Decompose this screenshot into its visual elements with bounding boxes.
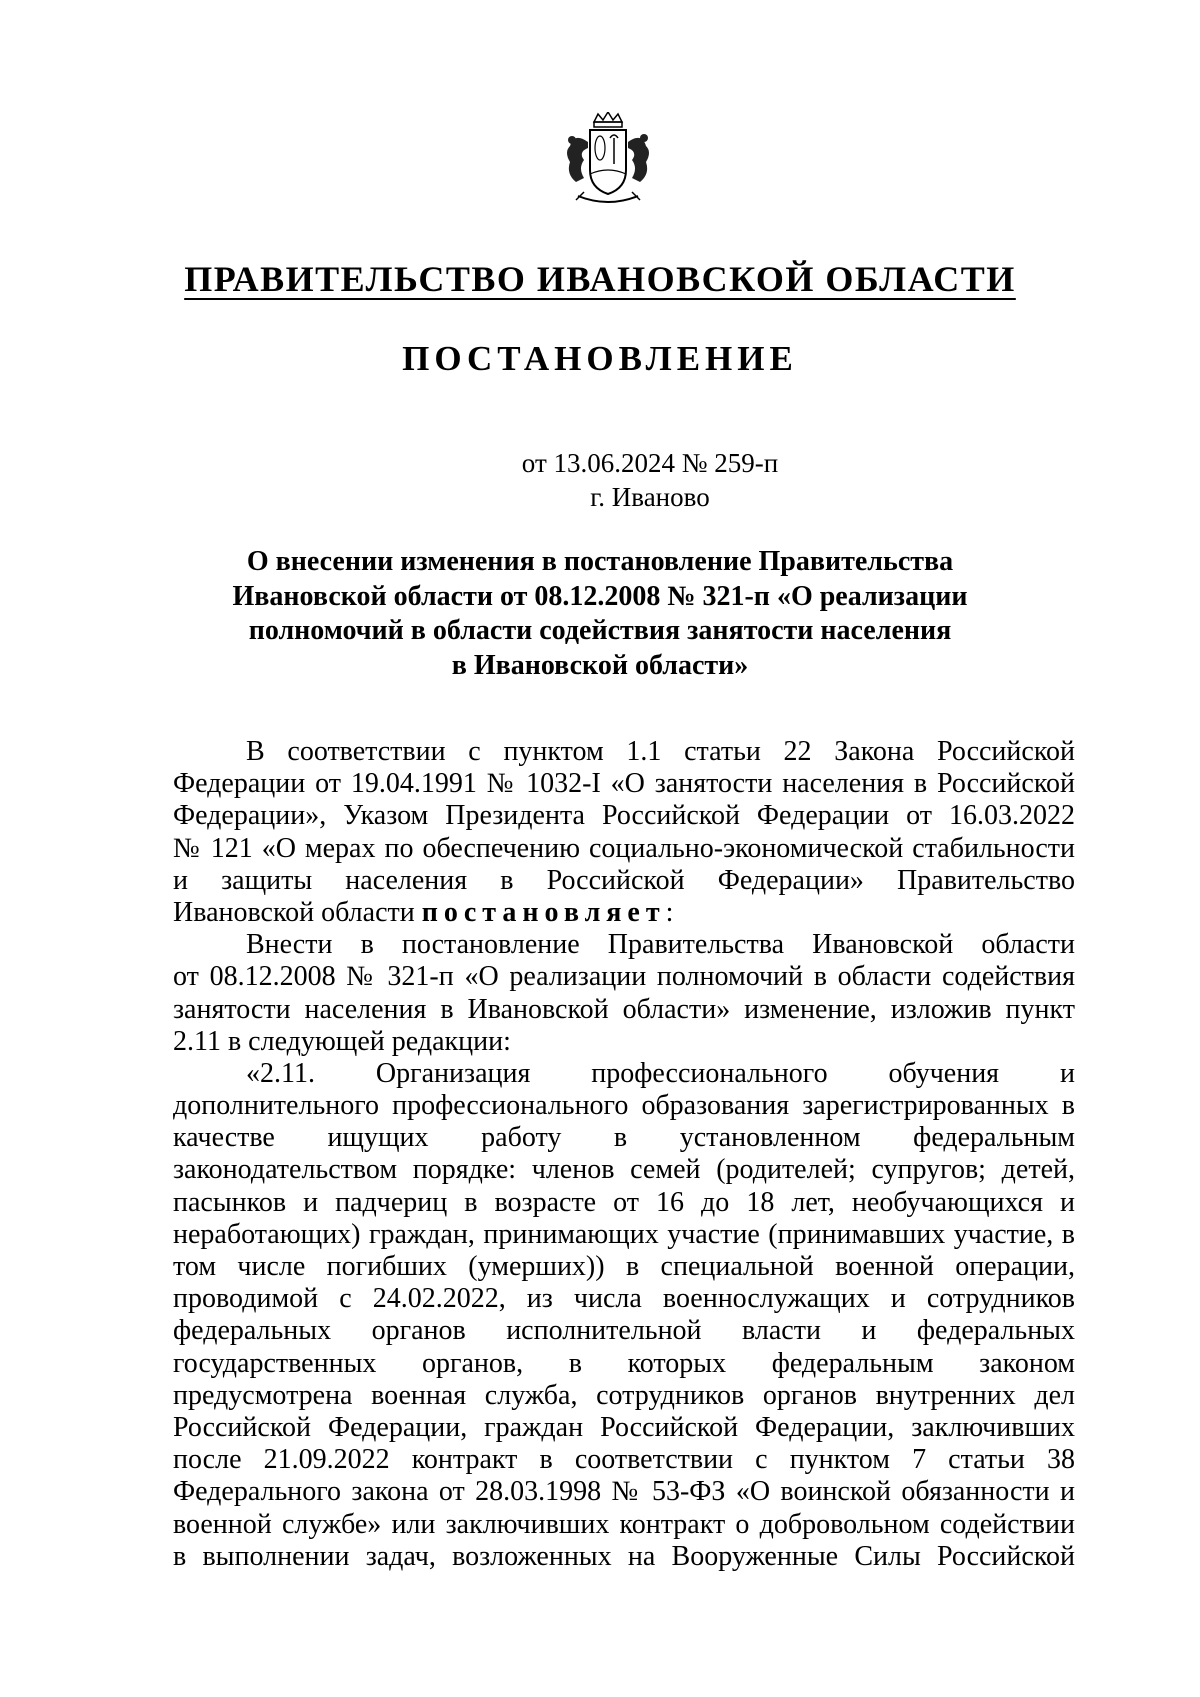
body-line: Внести в постановление Правительства Ивановской области — [246, 929, 1075, 961]
body-line: пасынков и падчериц в возрасте от 16 до 18 лет, необучающихся и — [173, 1186, 1075, 1218]
document-city: г. Иваново — [590, 482, 710, 512]
body-line: после 21.09.2022 контракт в соответствии с пунктом 7 статьи 38 — [173, 1444, 1075, 1476]
body-line: Федерального закона от 28.03.1998 № 53-ФЗ «О воинской обязанности и — [173, 1476, 1075, 1508]
body-line: том числе погибших (умерших)) в специальной военной операции, — [173, 1251, 1075, 1282]
coat-of-arms-icon — [548, 112, 668, 212]
body-line: качестве ищущих работу в установленном федеральным — [173, 1122, 1075, 1154]
organization-title: ПРАВИТЕЛЬСТВО ИВАНОВСКОЙ ОБЛАСТИ — [184, 259, 1016, 299]
body-line: федеральных органов исполнительной власти и федеральных — [173, 1315, 1075, 1347]
body-line: от 08.12.2008 № 321-п «О реализации полномочий в области содействия — [173, 961, 1075, 993]
resolution-keyword: постановляет — [421, 896, 666, 928]
body-line: проводимой с 24.02.2022, из числа военнослужащих и сотрудников — [173, 1283, 1075, 1315]
document-date-number: от 13.06.2024 № 259-п — [521, 448, 779, 478]
body-line: Федерации от 19.04.1991 № 1032-I «О занятости населения в Российской — [173, 768, 1075, 800]
document-body — [173, 736, 1075, 1573]
subject-line: Ивановской области от 08.12.2008 № 321-п «О реализации — [232, 580, 968, 612]
body-line: неработающих) граждан, принимающих участие (принимавших участие, в — [173, 1218, 1075, 1250]
body-line: 2.11 в следующей редакции: — [173, 1025, 511, 1057]
body-line: предусмотрена военная служба, сотрудников органов внутренних дел — [173, 1379, 1075, 1411]
body-line: в выполнении задач, возложенных на Вооруженные Силы Российской — [173, 1540, 1075, 1572]
body-text: : — [665, 896, 674, 928]
body-line: занятости населения в Ивановской области» изменение, изложив пункт — [173, 993, 1075, 1025]
subject-line: в Ивановской области» — [451, 649, 749, 681]
document-type: ПОСТАНОВЛЕНИЕ — [402, 339, 798, 378]
subject-line: О внесении изменения в постановление Правительства — [246, 546, 954, 577]
body-line: Российской Федерации, граждан Российской Федерации, заключивших — [173, 1411, 1075, 1443]
body-line — [173, 897, 1075, 929]
body-line: и защиты населения в Российской Федерации» Правительство — [173, 864, 1075, 896]
body-line: законодательством порядке: членов семей (родителей; супругов; детей, — [173, 1154, 1075, 1186]
body-line: № 121 «О мерах по обеспечению социально-экономической стабильности — [173, 832, 1075, 864]
body-line: государственных органов, в которых федеральным законом — [173, 1347, 1075, 1379]
body-line: военной службе» или заключивших контракт о добровольном содействии — [173, 1508, 1075, 1540]
document-subject — [0, 545, 1200, 683]
body-line: дополнительного профессионального образования зарегистрированных в — [173, 1090, 1075, 1122]
body-text: Ивановской области — [173, 896, 422, 928]
subject-line: полномочий в области содействия занятости населения — [248, 615, 952, 646]
body-line: Федерации», Указом Президента Российской Федерации от 16.03.2022 — [173, 800, 1075, 832]
body-line: «2.11. Организация профессионального обучения и — [246, 1057, 1075, 1089]
body-line: В соответствии с пунктом 1.1 статьи 22 Закона Российской — [246, 736, 1075, 767]
